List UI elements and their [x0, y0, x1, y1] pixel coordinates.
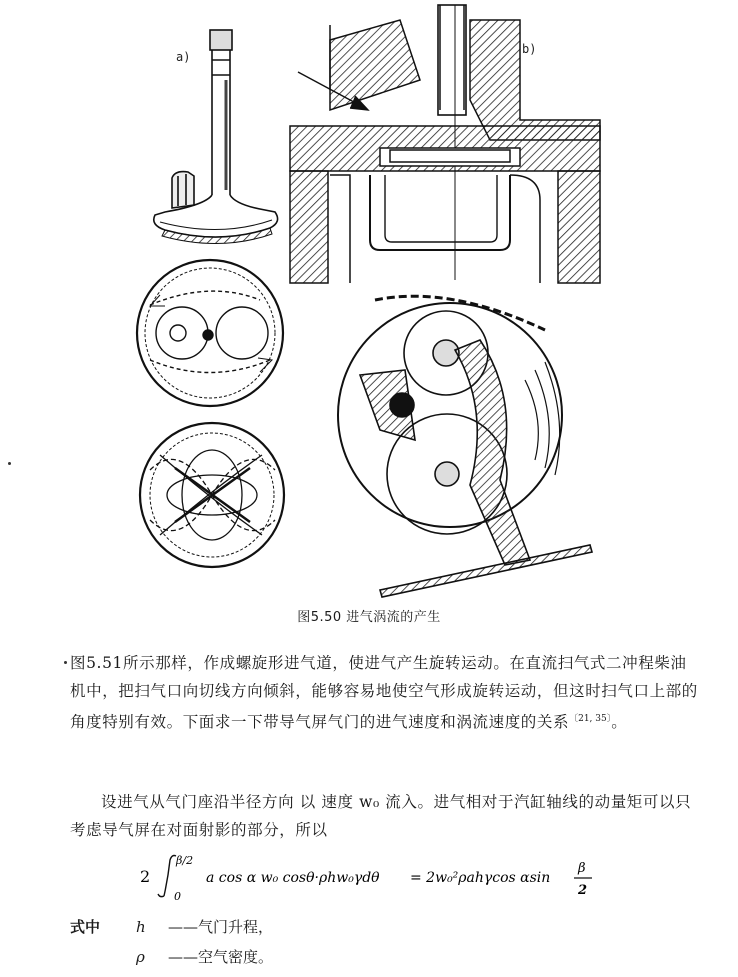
- scan-speck: [64, 661, 67, 664]
- panel-a-label: a): [176, 50, 191, 64]
- eq-frac-den: 2: [578, 883, 588, 898]
- definition-text: ——空气密度。: [168, 948, 274, 966]
- symbol-definitions: [70, 912, 273, 972]
- definition-row: [70, 912, 273, 942]
- valve-drawing-a: [154, 30, 278, 244]
- eq-integrand: a cos α w₀ cosθ·ρhw₀γdθ: [206, 870, 380, 886]
- eq-frac-num: β: [578, 861, 586, 876]
- citation: 〔21, 35〕: [569, 714, 612, 724]
- eq-coef: 2: [140, 867, 151, 886]
- swirl-circle-a1: [137, 260, 283, 406]
- equation-graphic: [140, 848, 620, 908]
- definition-row: [70, 942, 273, 972]
- eq-lower-limit: 0: [174, 890, 181, 903]
- definitions-lead-spacer: [70, 942, 122, 972]
- definition-symbol: h: [136, 918, 146, 936]
- swirl-plan-view-b: [338, 296, 592, 597]
- eq-rhs: = 2w₀²ρahγcos αsin: [410, 870, 551, 886]
- paragraph-1-end: 。: [611, 713, 628, 731]
- paragraph-2: [70, 788, 700, 844]
- eq-upper-limit: β/2: [176, 854, 194, 867]
- momentum-equation: [140, 848, 620, 908]
- panel-b-label: b): [522, 42, 537, 56]
- swirl-circle-a2: [140, 423, 284, 567]
- paragraph-1: [70, 649, 700, 736]
- definitions-lead: 式中: [70, 918, 101, 936]
- definition-symbol: ρ: [136, 948, 145, 966]
- scan-speck: [8, 462, 11, 465]
- figure-caption: 图5.50 进气涡流的产生: [297, 610, 441, 625]
- cylinder-head-section-b: [290, 5, 600, 283]
- definition-text: ——气门升程，: [168, 918, 274, 936]
- paragraph-2-text: 设进气从气门座沿半径方向 以 速度 w₀ 流入。进气相对于汽缸轴线的动量矩可以只考虑导气屏在对面射影的部分，所以: [70, 793, 692, 839]
- paragraph-1-text: 图5.51所示那样，作成螺旋形进气道，使进气产生旋转运动。在直流扫气式二冲程柴油机中，把扫气口向切线方向倾斜，能够容易地使空气形成旋转运动，但这时扫气口上部的角度特别有效。下面求一下带导气屏气门的进气速度和涡流速度的关系: [70, 654, 698, 731]
